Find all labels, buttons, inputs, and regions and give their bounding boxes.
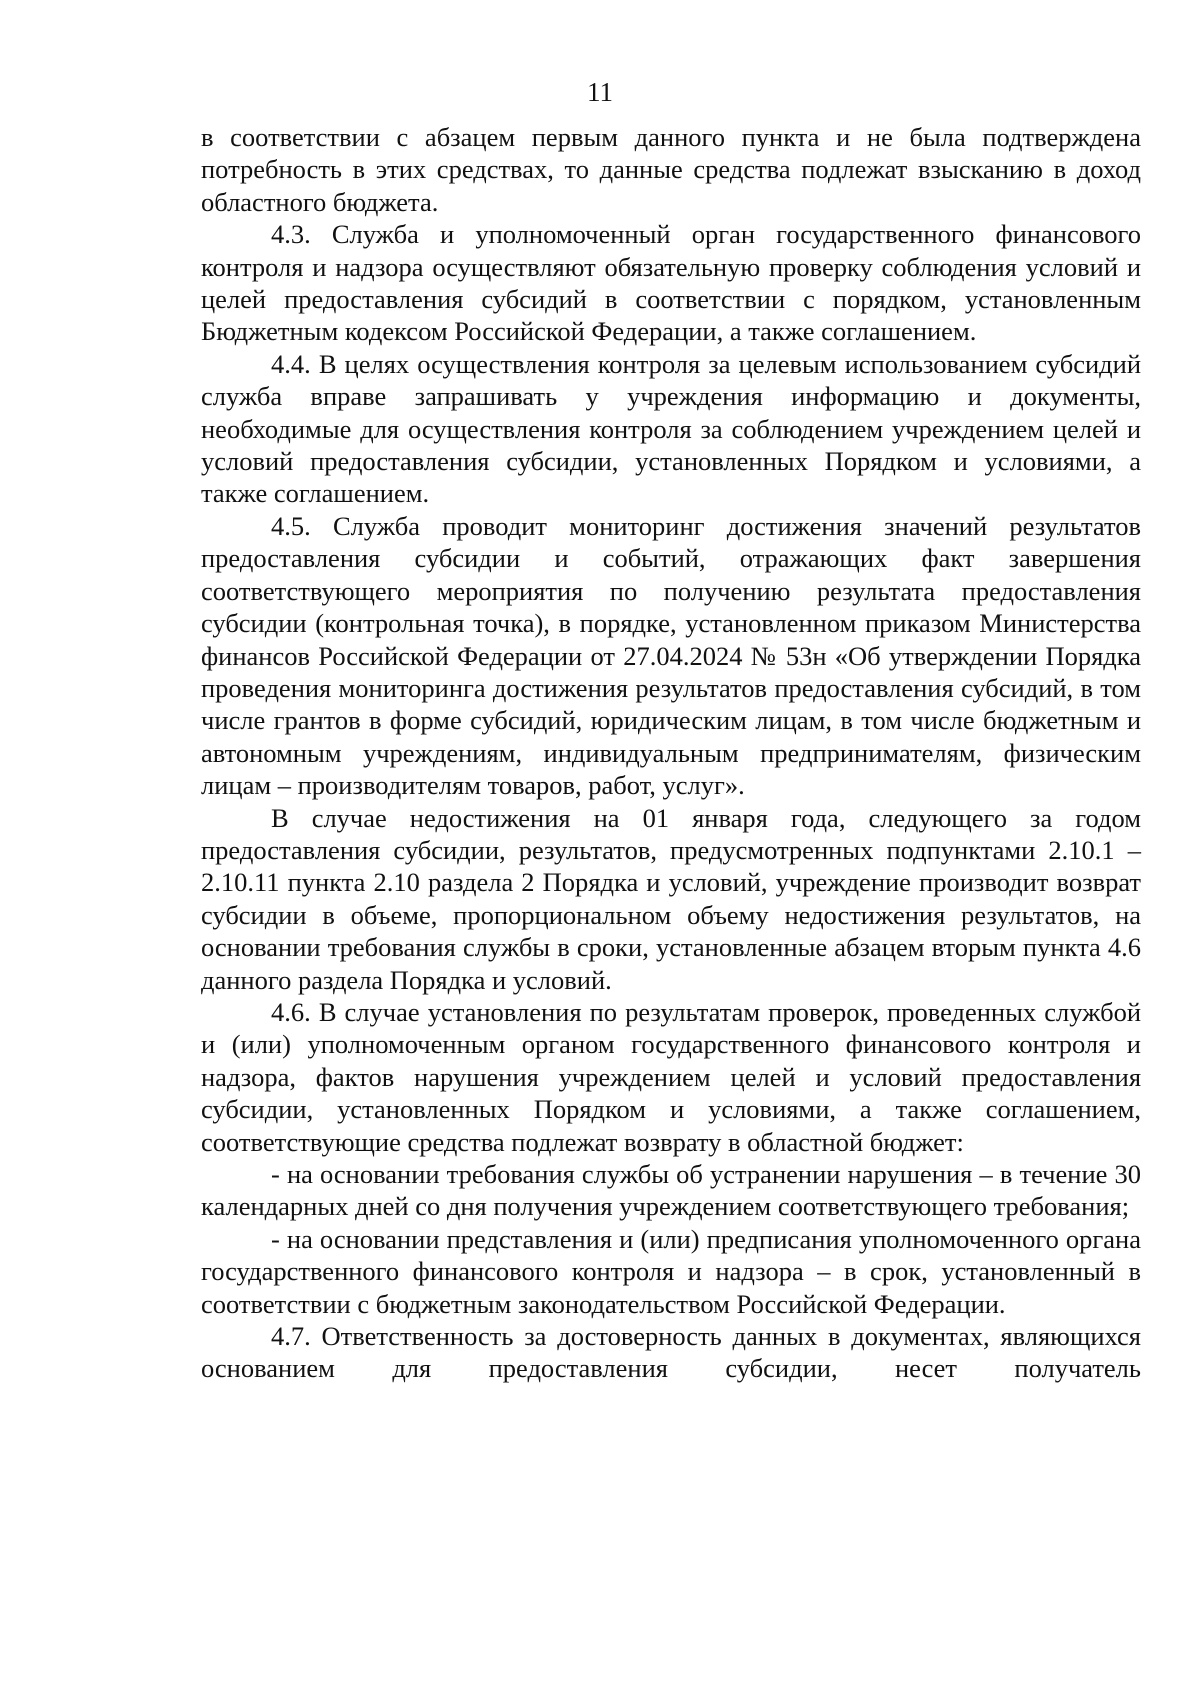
text-line: контроля и надзора, фактов нарушения учреждением целей и условий [201, 1029, 1141, 1092]
text-line: условий. [512, 964, 612, 995]
text-line: учреждением целей и условий предоставления субсидии, установленных [201, 413, 1141, 477]
list-item-service-requirement [201, 1158, 1141, 1223]
text-line: 4.7. Ответственность за достоверность данных в документах, [271, 1321, 990, 1352]
text-line: являющихся основанием для предоставления субсидии, несет получатель [201, 1321, 1141, 1384]
text-line: предоставления субсидии и событий, отражающих факт завершения [201, 543, 1141, 574]
page-number: 11 [587, 77, 613, 107]
text-line: субсидии (контрольная точка), в порядке, установленном приказом [201, 608, 971, 639]
text-line: 4.4. В целях осуществления контроля за целевым использованием [271, 348, 1028, 379]
text-line: подпунктами 2.10.1 – 2.10.11 пункта 2.10 раздела 2 Порядка и условий, [201, 834, 1142, 898]
text-line: «Об утверждении Порядка проведения мониторинга достижения результатов [201, 640, 1142, 703]
paragraph-4-4 [201, 348, 1141, 510]
document-body [201, 121, 1141, 1385]
text-line: установленным Бюджетным кодексом Российской Федерации, а также [201, 284, 1142, 347]
text-line: в течение 30 календарных дней со дня получения учреждением [201, 1159, 1141, 1222]
text-line: объему недостижения результатов, на основании требования службы в сроки, [201, 899, 1142, 963]
text-line: предоставления субсидии, результатов, предусмотренных [201, 834, 874, 865]
paragraph-4-6 [201, 996, 1141, 1158]
text-line: соглашением. [821, 316, 977, 347]
text-line: установленный в соответствии с бюджетным законодательством Российской [201, 1256, 1142, 1319]
list-item-authority-order [201, 1223, 1141, 1320]
text-line: соответствующего требования; [777, 1191, 1130, 1222]
text-line: в соответствии с абзацем первым данного пункта и не была подтверждена [201, 122, 1141, 152]
text-line: учреждение производит возврат субсидии в объеме, пропорциональном [201, 867, 1141, 930]
paragraph-4-5 [201, 510, 1141, 802]
text-line: условий и целей предоставления субсидий в соответствии с порядком, [201, 251, 1141, 315]
text-line: документы, необходимые для осуществления контроля за соблюдением [201, 381, 1141, 444]
text-line: контроля и надзора осуществляют обязательную проверку соблюдения [201, 251, 1017, 282]
text-line: соответствующего мероприятия по получению результата предоставления [201, 575, 1141, 606]
paragraph-4-7 [201, 1320, 1141, 1385]
text-line: бюджет: [869, 1126, 964, 1157]
text-line: товаров, работ, услуг». [487, 770, 745, 801]
paragraph-continuation [201, 121, 1141, 218]
text-line: Федерации. [873, 1288, 1006, 1319]
text-line: соглашением, соответствующие средства подлежат возврату в областной [201, 1094, 1141, 1157]
text-line: Порядком и условиями, а также соглашением. [201, 446, 1142, 509]
text-line: 4.5. Служба проводит мониторинг достижения значений результатов [271, 510, 1141, 541]
text-line: службой и (или) уполномоченным органом государственного финансового [201, 996, 1141, 1060]
text-line: предоставления субсидии, установленных Порядком и условиями, а также [201, 1061, 1142, 1125]
paragraph-non-achievement [201, 802, 1141, 996]
text-line: в доход областного бюджета. [201, 154, 1141, 217]
text-line: потребность в этих средствах, то данные средства подлежат взысканию [201, 154, 1043, 185]
text-line: предоставления субсидий, в том числе грантов в форме субсидий, [201, 672, 1142, 736]
text-line: индивидуальным предпринимателям, физическим лицам – производителям [201, 737, 1142, 801]
text-line: В случае недостижения на 01 января года, следующего за годом [271, 802, 1141, 833]
text-line: 4.3. Служба и уполномоченный орган государственного финансового [271, 219, 1141, 250]
paragraph-4-3 [201, 218, 1141, 348]
text-line: 4.6. В случае установления по результатам проверок, проведенных [271, 996, 1037, 1027]
text-line: Министерства финансов Российской Федерации от 27.04.2024 № 53н [201, 608, 1142, 671]
text-line: субсидий служба вправе запрашивать у учреждения информацию и [201, 348, 1142, 412]
text-line: установленные абзацем вторым пункта 4.6 данного раздела Порядка и [201, 932, 1141, 995]
text-line: юридическим лицам, в том числе бюджетным и автономным учреждениям, [201, 705, 1142, 768]
text-line: - на основании требования службы об устранении нарушения – [271, 1159, 993, 1189]
text-line: - на основании представления и (или) предписания уполномоченного [271, 1223, 1059, 1254]
text-line: органа государственного финансового контроля и надзора – в срок, [201, 1223, 1141, 1287]
